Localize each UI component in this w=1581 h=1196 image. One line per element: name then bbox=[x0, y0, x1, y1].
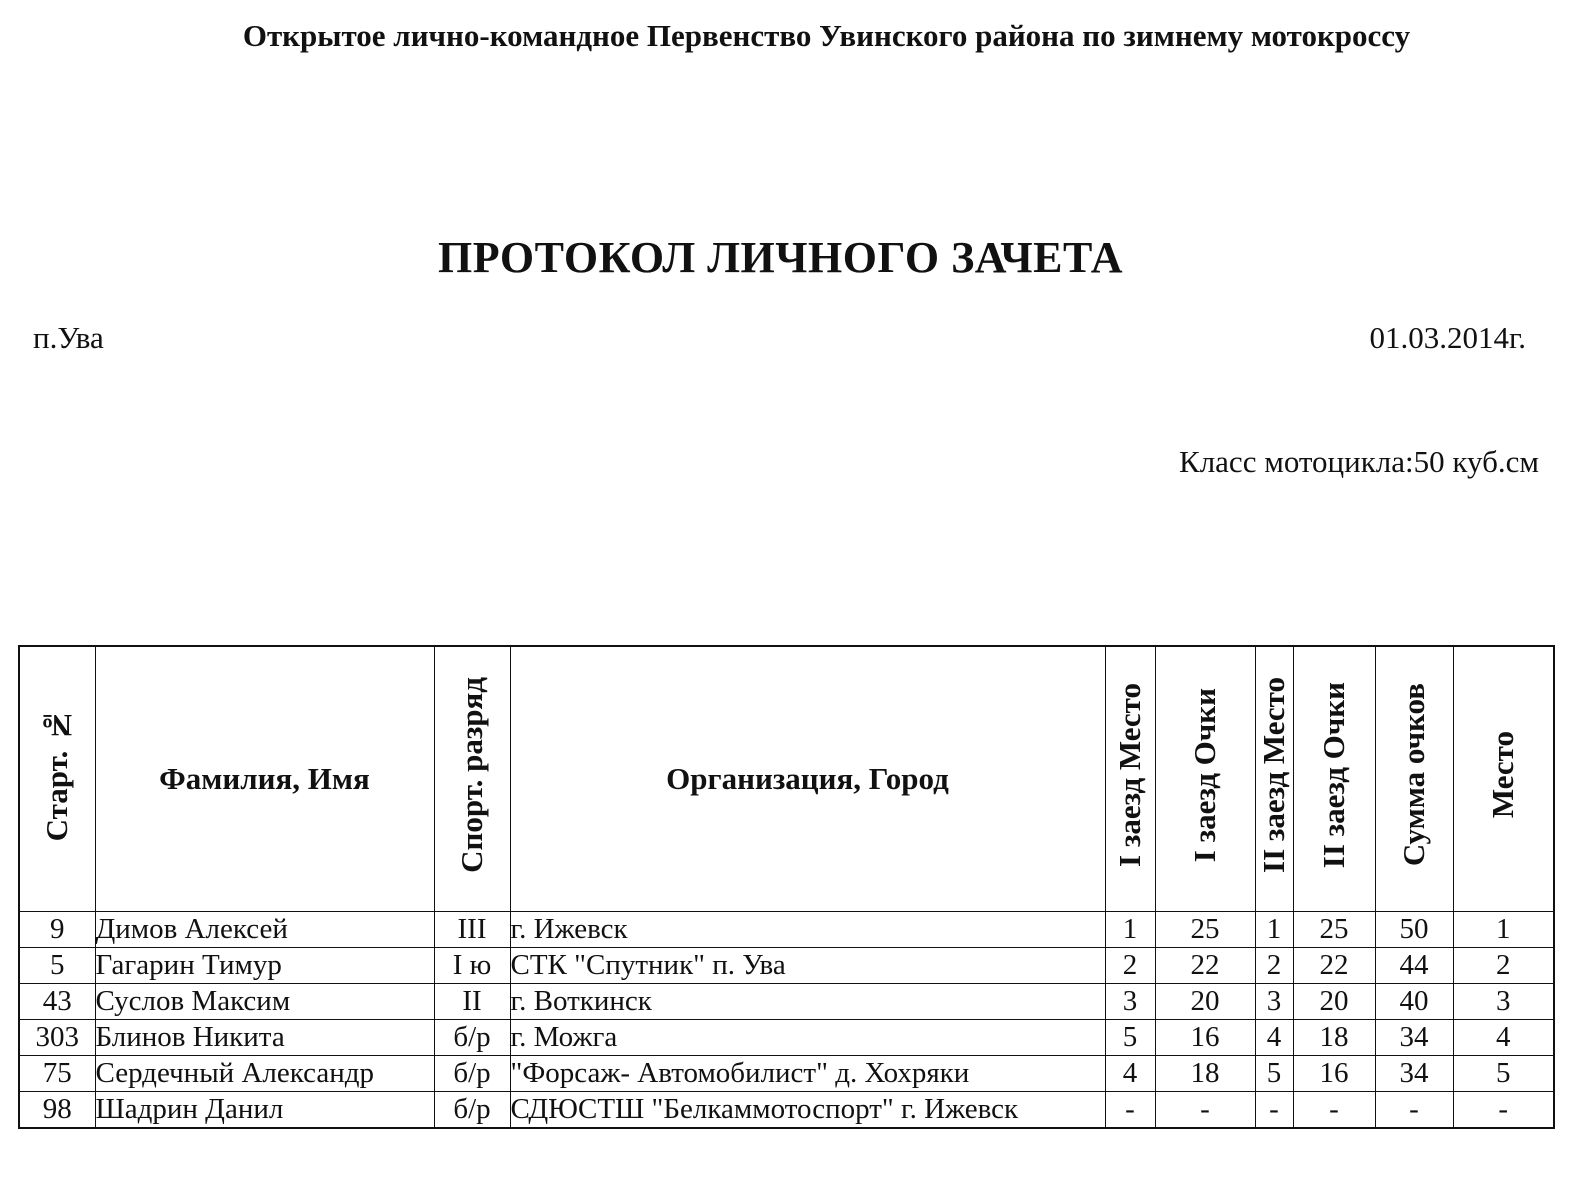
cell-final-place: 2 bbox=[1453, 948, 1554, 984]
col-header-race2-place: II заезд Место bbox=[1255, 646, 1293, 912]
cell-name: Сердечный Александр bbox=[95, 1056, 434, 1092]
cell-organization: г. Воткинск bbox=[510, 984, 1105, 1020]
table-row bbox=[19, 1092, 1554, 1129]
cell-race1-place: 2 bbox=[1105, 948, 1155, 984]
cell-organization: СТК "Спутник" п. Ува bbox=[510, 948, 1105, 984]
title-text: ПРОТОКОЛ ЛИЧНОГО ЗАЧЕТА bbox=[438, 233, 1123, 282]
cell-race2-place: - bbox=[1255, 1092, 1293, 1129]
cell-final-place: 5 bbox=[1453, 1056, 1554, 1092]
cell-race1-place: - bbox=[1105, 1092, 1155, 1129]
cell-points-sum: 50 bbox=[1375, 912, 1453, 948]
cell-race2-place: 1 bbox=[1255, 912, 1293, 948]
cell-race1-points: 16 bbox=[1155, 1020, 1255, 1056]
cell-sport-rank: III bbox=[434, 912, 510, 948]
cell-final-place: 4 bbox=[1453, 1020, 1554, 1056]
cell-race1-place: 4 bbox=[1105, 1056, 1155, 1092]
cell-race1-points: 18 bbox=[1155, 1056, 1255, 1092]
col-header-name: Фамилия, Имя bbox=[95, 646, 434, 912]
cell-race1-points: 22 bbox=[1155, 948, 1255, 984]
table-row bbox=[19, 948, 1554, 984]
cell-race1-points: 20 bbox=[1155, 984, 1255, 1020]
cell-organization: "Форсаж- Автомобилист" д. Хохряки bbox=[510, 1056, 1105, 1092]
cell-name: Гагарин Тимур bbox=[95, 948, 434, 984]
cell-race2-points: 16 bbox=[1293, 1056, 1375, 1092]
cell-name: Шадрин Данил bbox=[95, 1092, 434, 1129]
col-header-sport-rank: Спорт. разряд bbox=[434, 646, 510, 912]
cell-sport-rank: II bbox=[434, 984, 510, 1020]
col-header-race1-place: I заезд Место bbox=[1105, 646, 1155, 912]
cell-race2-points: - bbox=[1293, 1092, 1375, 1129]
table-row bbox=[19, 984, 1554, 1020]
table-header-row bbox=[19, 646, 1554, 912]
cell-points-sum: 34 bbox=[1375, 1020, 1453, 1056]
table-row bbox=[19, 1056, 1554, 1092]
cell-sport-rank: б/р bbox=[434, 1020, 510, 1056]
cell-sport-rank: б/р bbox=[434, 1092, 510, 1129]
cell-final-place: 3 bbox=[1453, 984, 1554, 1020]
cell-start-number: 75 bbox=[19, 1056, 95, 1092]
cell-race1-points: - bbox=[1155, 1092, 1255, 1129]
col-header-points-sum: Сумма очков bbox=[1375, 646, 1453, 912]
cell-organization: г. Ижевск bbox=[510, 912, 1105, 948]
protocol-title bbox=[0, 232, 1581, 283]
motorcycle-class-label: Класс мотоцикла:50 куб.см bbox=[1179, 444, 1539, 479]
cell-name: Суслов Максим bbox=[95, 984, 434, 1020]
cell-points-sum: 40 bbox=[1375, 984, 1453, 1020]
cell-organization: г. Можга bbox=[510, 1020, 1105, 1056]
results-table bbox=[18, 645, 1555, 1129]
cell-points-sum: 44 bbox=[1375, 948, 1453, 984]
cell-race2-place: 2 bbox=[1255, 948, 1293, 984]
cell-race1-points: 25 bbox=[1155, 912, 1255, 948]
cell-race2-place: 5 bbox=[1255, 1056, 1293, 1092]
cell-start-number: 5 bbox=[19, 948, 95, 984]
cell-race1-place: 5 bbox=[1105, 1020, 1155, 1056]
header-text: Открытое лично-командное Первенство Увинского района по зимнему мотокроссу bbox=[242, 18, 1411, 53]
cell-organization: СДЮСТШ "Белкаммотоспорт" г. Ижевск bbox=[510, 1092, 1105, 1129]
cell-race2-place: 3 bbox=[1255, 984, 1293, 1020]
cell-final-place: 1 bbox=[1453, 912, 1554, 948]
cell-race2-points: 22 bbox=[1293, 948, 1375, 984]
col-header-final-place: Место bbox=[1453, 646, 1554, 912]
cell-race2-place: 4 bbox=[1255, 1020, 1293, 1056]
cell-sport-rank: I ю bbox=[434, 948, 510, 984]
cell-sport-rank: б/р bbox=[434, 1056, 510, 1092]
cell-start-number: 303 bbox=[19, 1020, 95, 1056]
table-row bbox=[19, 912, 1554, 948]
cell-name: Блинов Никита bbox=[95, 1020, 434, 1056]
cell-name: Димов Алексей bbox=[95, 912, 434, 948]
document-header bbox=[0, 18, 1581, 54]
cell-final-place: - bbox=[1453, 1092, 1554, 1129]
col-header-race1-points: I заезд Очки bbox=[1155, 646, 1255, 912]
cell-points-sum: - bbox=[1375, 1092, 1453, 1129]
col-header-organization: Организация, Город bbox=[510, 646, 1105, 912]
cell-start-number: 43 bbox=[19, 984, 95, 1020]
cell-race2-points: 20 bbox=[1293, 984, 1375, 1020]
cell-race1-place: 1 bbox=[1105, 912, 1155, 948]
table-row bbox=[19, 1020, 1554, 1056]
cell-race2-points: 25 bbox=[1293, 912, 1375, 948]
cell-start-number: 98 bbox=[19, 1092, 95, 1129]
cell-race1-place: 3 bbox=[1105, 984, 1155, 1020]
cell-points-sum: 34 bbox=[1375, 1056, 1453, 1092]
col-header-race2-points: II заезд Очки bbox=[1293, 646, 1375, 912]
col-header-start-number: Старт. № bbox=[19, 646, 95, 912]
cell-start-number: 9 bbox=[19, 912, 95, 948]
place-label: п.Ува bbox=[33, 320, 104, 355]
cell-race2-points: 18 bbox=[1293, 1020, 1375, 1056]
date-label: 01.03.2014г. bbox=[1369, 320, 1526, 355]
